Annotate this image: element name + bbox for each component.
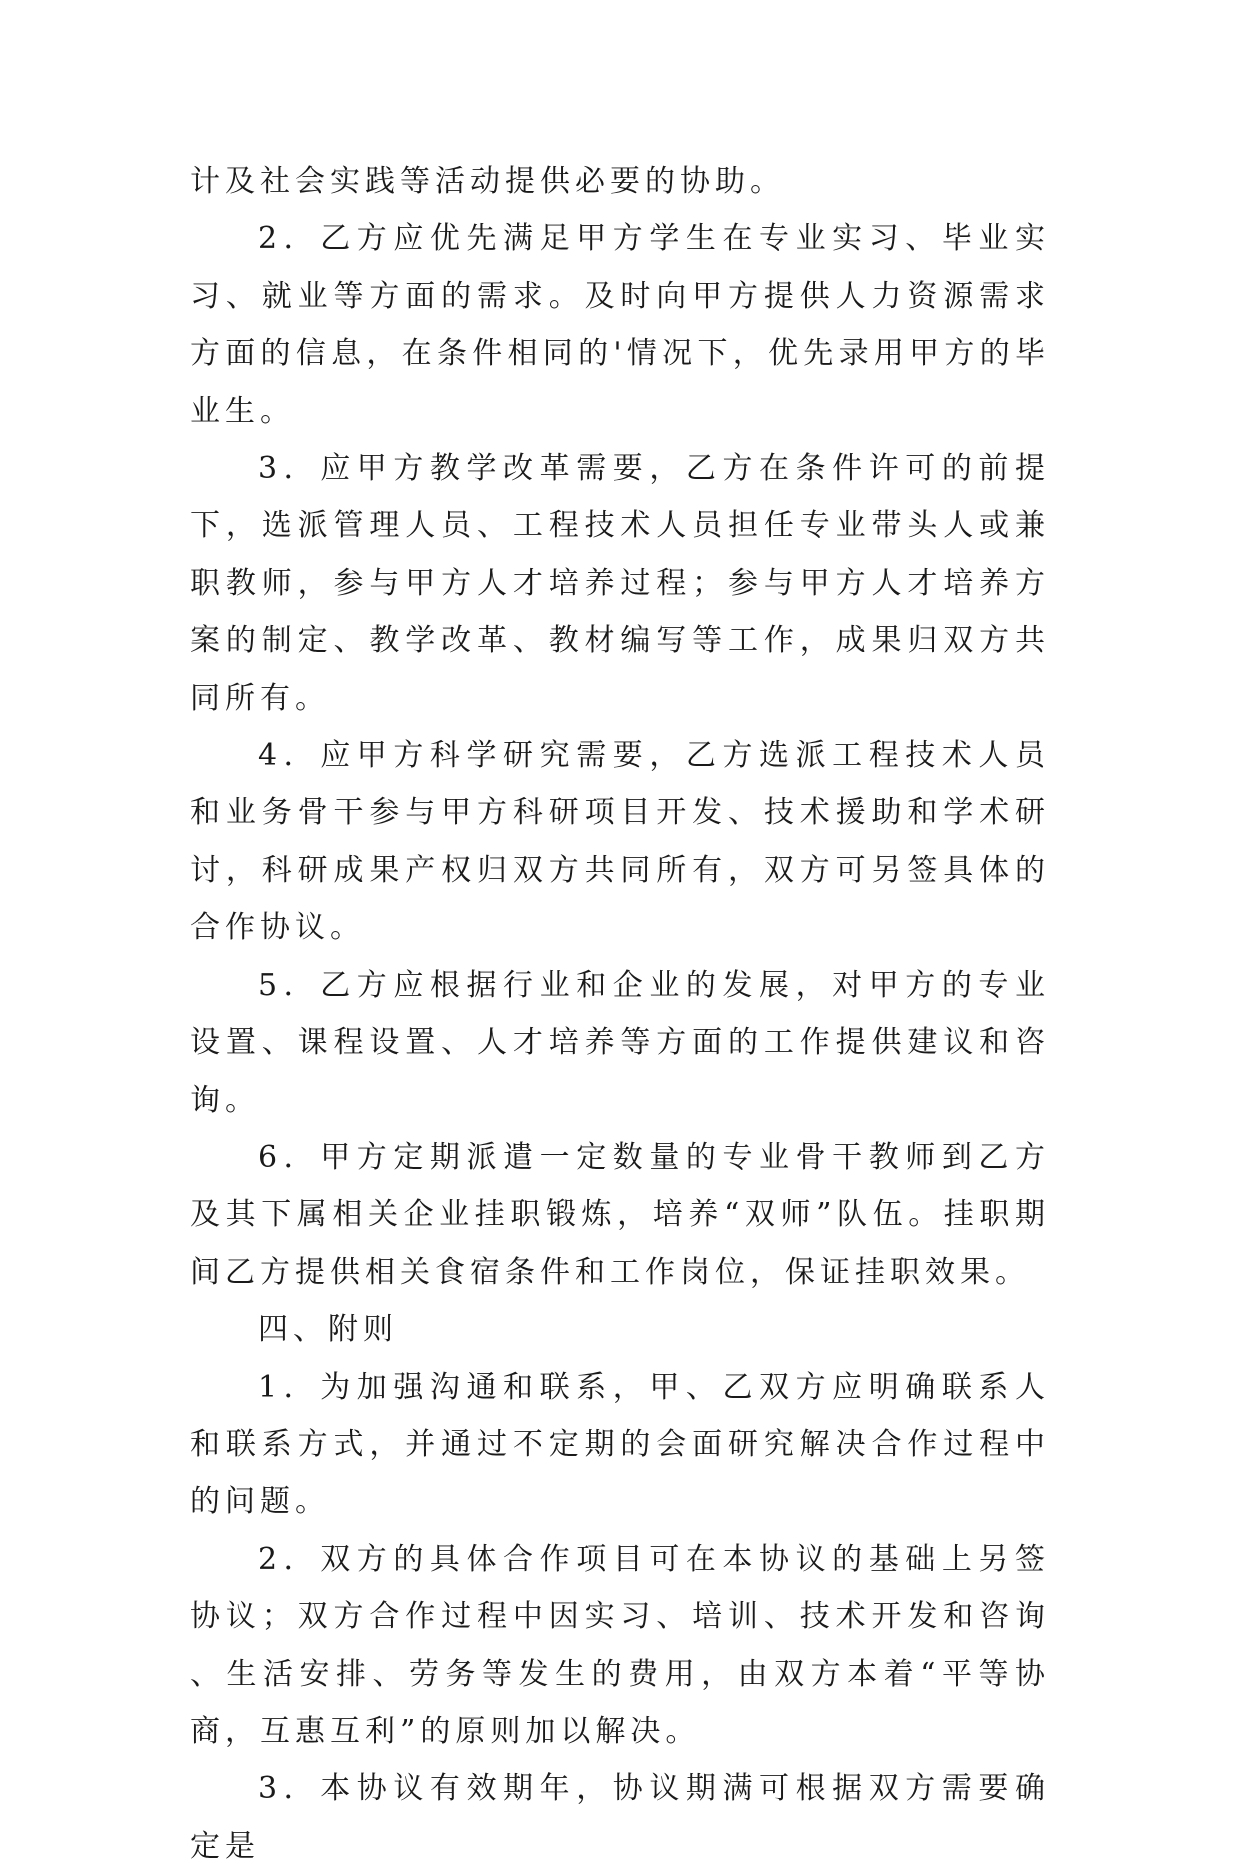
section-heading-appendix: 四、附则 [258,1312,398,1348]
paragraph-continuation: 计及社会实践等活动提供必要的协助。 [190,164,785,199]
clause-5-advice: 5．乙方应根据行业和企业的发展，对甲方的专业设置、课程设置、人才培养等方面的工作提供建议和咨询。 [190,967,1050,1118]
clause-6-teacher-secondment: 6．甲方定期派遣一定数量的专业骨干教师到乙方及其下属相关企业挂职锻炼，培养“双师”队伍。挂职期间乙方提供相关食宿条件和工作岗位，保证挂职效果。 [190,1139,1050,1290]
appendix-clause-2: 2．双方的具体合作项目可在本协议的基础上另签协议；双方合作过程中因实习、培训、技术开发和咨询、生活安排、劳务等发生的费用，由双方本着“平等协商，互惠互利”的原则加以解决。 [190,1541,1050,1749]
clause-2-student-internship: 2．乙方应优先满足甲方学生在专业实习、毕业实习、就业等方面的需求。及时向甲方提供人力资源需求方面的信息，在条件相同的'情况下，优先录用甲方的毕业生。 [190,221,1050,429]
appendix-clause-3: 3．本协议有效期年，协议期满可根据双方需要确定是 [190,1771,1050,1864]
appendix-clause-1: 1．为加强沟通和联系，甲、乙双方应明确联系人和联系方式，并通过不定期的会面研究解决合作过程中的问题。 [190,1369,1050,1520]
clause-4-research: 4．应甲方科学研究需要，乙方选派工程技术人员和业务骨干参与甲方科研项目开发、技术援助和学术研讨，科研成果产权归双方共同所有，双方可另签具体的合作协议。 [190,738,1050,946]
document-body [190,153,1050,1875]
clause-3-teaching-reform: 3．应甲方教学改革需要，乙方在条件许可的前提下，选派管理人员、工程技术人员担任专业带头人或兼职教师，参与甲方人才培养过程；参与甲方人才培养方案的制定、教学改革、教材编写等工作，成果归双方共同所有。 [190,451,1050,716]
